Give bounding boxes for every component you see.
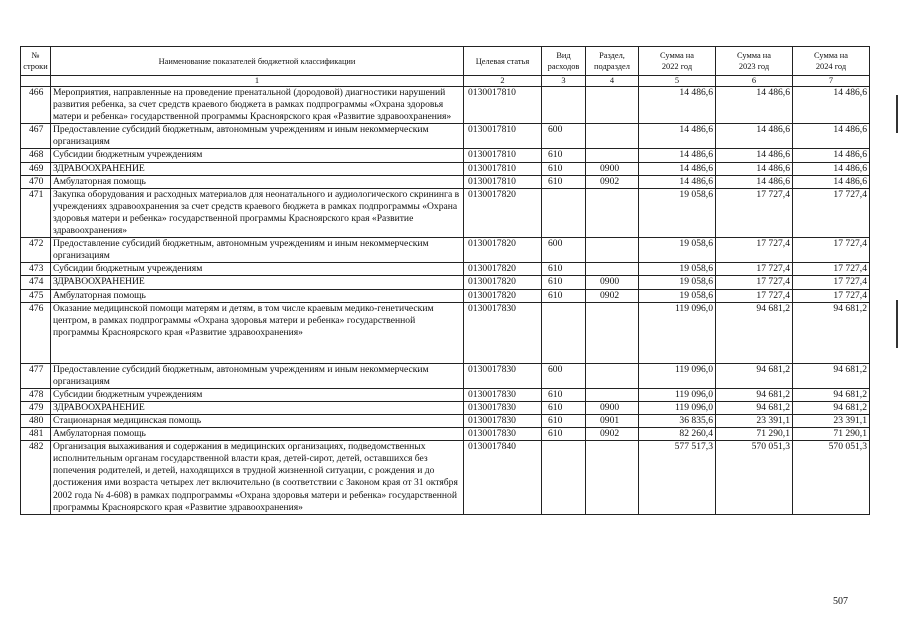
sum-2022: 577 517,3 <box>639 441 716 515</box>
table-row <box>21 302 870 363</box>
indicator-name: Субсидии бюджетным учреждениям <box>51 149 464 162</box>
indicator-name: Мероприятия, направленные на проведение пренатальной (дородовой) диагностики нарушений развития ребенка, за счет средств краевого бюджета в рамках подпрограммы «Охрана здоровья матери и ребенка» государственной программы Красноярского края «Развитие здравоохранения» <box>51 87 464 124</box>
target-article: 0130017820 <box>464 289 542 302</box>
target-article: 0130017820 <box>464 263 542 276</box>
column-numbers-row <box>21 76 870 87</box>
expense-type: 610 <box>542 401 586 414</box>
target-article: 0130017820 <box>464 188 542 237</box>
indicator-name: Организация выхаживания и содержания в медицинских организациях, подведомственных исполнительным органам государственной власти края, детей-сирот, детей, оставшихся без попечения родителей, и детей, находящихся в трудной жизненной ситуации, с рождения и до достижения ими возраста четырех лет включительно (в соответствии с Законом края от 31 октября 2002 года № 4-608) в рамках подпрограммы «Охрана здоровья матери и ребенка» государственной программы Красноярского края «Развитие здравоохранения» <box>51 441 464 515</box>
section-code <box>586 238 639 263</box>
sum-2023: 14 486,6 <box>716 149 793 162</box>
target-article: 0130017830 <box>464 363 542 388</box>
budget-table <box>20 46 870 515</box>
sum-2022: 36 835,6 <box>639 414 716 427</box>
table-row <box>21 263 870 276</box>
target-article: 0130017810 <box>464 162 542 175</box>
indicator-name: Амбулаторная помощь <box>51 428 464 441</box>
section-code <box>586 388 639 401</box>
column-number: 1 <box>51 76 464 87</box>
table-row <box>21 124 870 149</box>
sum-2022: 19 058,6 <box>639 289 716 302</box>
expense-type: 610 <box>542 428 586 441</box>
section-code: 0901 <box>586 414 639 427</box>
table-row <box>21 363 870 388</box>
table-row <box>21 188 870 237</box>
expense-type <box>542 302 586 363</box>
row-number: 474 <box>21 276 51 289</box>
expense-type: 610 <box>542 414 586 427</box>
expense-type: 600 <box>542 238 586 263</box>
section-code <box>586 87 639 124</box>
sum-2023: 14 486,6 <box>716 87 793 124</box>
sum-2023: 17 727,4 <box>716 276 793 289</box>
section-code: 0902 <box>586 428 639 441</box>
sum-2024: 71 290,1 <box>793 428 870 441</box>
sum-2023: 14 486,6 <box>716 162 793 175</box>
target-article: 0130017820 <box>464 238 542 263</box>
section-code <box>586 302 639 363</box>
target-article: 0130017810 <box>464 124 542 149</box>
section-code <box>586 124 639 149</box>
sum-2022: 119 096,0 <box>639 302 716 363</box>
table-row <box>21 289 870 302</box>
table-row <box>21 401 870 414</box>
sum-2023: 570 051,3 <box>716 441 793 515</box>
indicator-name: Предоставление субсидий бюджетным, автономным учреждениям и иным некоммерческим организациям <box>51 124 464 149</box>
page-number: 507 <box>833 596 848 607</box>
sum-2023: 94 681,2 <box>716 302 793 363</box>
row-number: 476 <box>21 302 51 363</box>
row-number: 481 <box>21 428 51 441</box>
section-code <box>586 149 639 162</box>
expense-type: 600 <box>542 124 586 149</box>
sum-2024: 17 727,4 <box>793 289 870 302</box>
sum-2024: 94 681,2 <box>793 302 870 363</box>
sum-2023: 94 681,2 <box>716 401 793 414</box>
scan-edge-mark <box>896 300 898 348</box>
section-code <box>586 363 639 388</box>
indicator-name: Стационарная медицинская помощь <box>51 414 464 427</box>
column-number: 5 <box>639 76 716 87</box>
sum-2022: 14 486,6 <box>639 149 716 162</box>
sum-2023: 71 290,1 <box>716 428 793 441</box>
section-code: 0902 <box>586 289 639 302</box>
header-sum-2022: Сумма на 2022 год <box>639 47 716 76</box>
indicator-name: Амбулаторная помощь <box>51 175 464 188</box>
table-header <box>21 47 870 87</box>
sum-2024: 94 681,2 <box>793 363 870 388</box>
indicator-name: Предоставление субсидий бюджетным, автономным учреждениям и иным некоммерческим организациям <box>51 238 464 263</box>
sum-2024: 14 486,6 <box>793 87 870 124</box>
table-row <box>21 162 870 175</box>
sum-2023: 17 727,4 <box>716 263 793 276</box>
expense-type: 610 <box>542 175 586 188</box>
sum-2024: 14 486,6 <box>793 149 870 162</box>
section-code: 0900 <box>586 162 639 175</box>
sum-2022: 119 096,0 <box>639 401 716 414</box>
expense-type: 610 <box>542 149 586 162</box>
table-row <box>21 87 870 124</box>
expense-type: 600 <box>542 363 586 388</box>
sum-2023: 23 391,1 <box>716 414 793 427</box>
target-article: 0130017820 <box>464 276 542 289</box>
expense-type: 610 <box>542 263 586 276</box>
expense-type <box>542 188 586 237</box>
sum-2024: 17 727,4 <box>793 188 870 237</box>
row-number: 475 <box>21 289 51 302</box>
sum-2023: 17 727,4 <box>716 238 793 263</box>
row-number: 467 <box>21 124 51 149</box>
row-number: 470 <box>21 175 51 188</box>
table-row <box>21 276 870 289</box>
expense-type: 610 <box>542 388 586 401</box>
sum-2022: 82 260,4 <box>639 428 716 441</box>
header-target-article: Целевая статья <box>464 47 542 76</box>
table-row <box>21 428 870 441</box>
target-article: 0130017810 <box>464 149 542 162</box>
target-article: 0130017830 <box>464 414 542 427</box>
sum-2024: 14 486,6 <box>793 124 870 149</box>
row-number: 478 <box>21 388 51 401</box>
sum-2023: 14 486,6 <box>716 124 793 149</box>
column-number: 3 <box>542 76 586 87</box>
column-number: 2 <box>464 76 542 87</box>
row-number: 466 <box>21 87 51 124</box>
section-code <box>586 188 639 237</box>
header-sum-2023: Сумма на 2023 год <box>716 47 793 76</box>
row-number: 477 <box>21 363 51 388</box>
table-row <box>21 414 870 427</box>
sum-2022: 14 486,6 <box>639 124 716 149</box>
target-article: 0130017830 <box>464 302 542 363</box>
sum-2022: 14 486,6 <box>639 162 716 175</box>
sum-2022: 119 096,0 <box>639 363 716 388</box>
target-article: 0130017810 <box>464 175 542 188</box>
indicator-name: Субсидии бюджетным учреждениям <box>51 263 464 276</box>
sum-2023: 17 727,4 <box>716 289 793 302</box>
section-code <box>586 263 639 276</box>
sum-2022: 19 058,6 <box>639 238 716 263</box>
header-section: Раздел, подраздел <box>586 47 639 76</box>
sum-2022: 119 096,0 <box>639 388 716 401</box>
expense-type <box>542 87 586 124</box>
expense-type <box>542 441 586 515</box>
sum-2022: 19 058,6 <box>639 263 716 276</box>
header-row-number: № строки <box>21 47 51 76</box>
indicator-name: ЗДРАВООХРАНЕНИЕ <box>51 401 464 414</box>
section-code: 0902 <box>586 175 639 188</box>
table-row <box>21 441 870 515</box>
sum-2022: 19 058,6 <box>639 188 716 237</box>
column-number <box>21 76 51 87</box>
indicator-name: Закупка оборудования и расходных материалов для неонатального и аудиологического скрининга в учреждениях здравоохранения за счет средств краевого бюджета в рамках подпрограммы «Охрана здоровья матери и ребенка» государственной программы Красноярского края «Развитие здравоохранения» <box>51 188 464 237</box>
expense-type: 610 <box>542 289 586 302</box>
column-number: 6 <box>716 76 793 87</box>
indicator-name: ЗДРАВООХРАНЕНИЕ <box>51 162 464 175</box>
table-body <box>21 87 870 515</box>
row-number: 468 <box>21 149 51 162</box>
table-row <box>21 388 870 401</box>
header-indicator-name: Наименование показателей бюджетной классификации <box>51 47 464 76</box>
scan-edge-mark <box>896 95 898 133</box>
sum-2024: 94 681,2 <box>793 401 870 414</box>
sum-2023: 94 681,2 <box>716 388 793 401</box>
sum-2024: 17 727,4 <box>793 263 870 276</box>
sum-2024: 14 486,6 <box>793 162 870 175</box>
target-article: 0130017830 <box>464 428 542 441</box>
row-number: 471 <box>21 188 51 237</box>
sum-2022: 19 058,6 <box>639 276 716 289</box>
table-row <box>21 238 870 263</box>
indicator-name: ЗДРАВООХРАНЕНИЕ <box>51 276 464 289</box>
table-row <box>21 175 870 188</box>
section-code <box>586 441 639 515</box>
column-number: 4 <box>586 76 639 87</box>
target-article: 0130017830 <box>464 388 542 401</box>
section-code: 0900 <box>586 401 639 414</box>
sum-2022: 14 486,6 <box>639 87 716 124</box>
indicator-name: Субсидии бюджетным учреждениям <box>51 388 464 401</box>
row-number: 473 <box>21 263 51 276</box>
sum-2023: 17 727,4 <box>716 188 793 237</box>
section-code: 0900 <box>586 276 639 289</box>
indicator-name: Амбулаторная помощь <box>51 289 464 302</box>
sum-2024: 570 051,3 <box>793 441 870 515</box>
sum-2024: 94 681,2 <box>793 388 870 401</box>
target-article: 0130017810 <box>464 87 542 124</box>
header-expense-type: Вид расходов <box>542 47 586 76</box>
row-number: 472 <box>21 238 51 263</box>
sum-2023: 94 681,2 <box>716 363 793 388</box>
indicator-name: Предоставление субсидий бюджетным, автономным учреждениям и иным некоммерческим организациям <box>51 363 464 388</box>
sum-2024: 23 391,1 <box>793 414 870 427</box>
target-article: 0130017840 <box>464 441 542 515</box>
indicator-name: Оказание медицинской помощи матерям и детям, в том числе краевым медико-генетическим центром, в рамках подпрограммы «Охрана здоровья матери и ребенка» государственной программы Красноярского края «Развитие здравоохранения» <box>51 302 464 363</box>
row-number: 469 <box>21 162 51 175</box>
table-row <box>21 149 870 162</box>
header-sum-2024: Сумма на 2024 год <box>793 47 870 76</box>
row-number: 482 <box>21 441 51 515</box>
column-number: 7 <box>793 76 870 87</box>
row-number: 479 <box>21 401 51 414</box>
sum-2023: 14 486,6 <box>716 175 793 188</box>
expense-type: 610 <box>542 276 586 289</box>
sum-2024: 14 486,6 <box>793 175 870 188</box>
expense-type: 610 <box>542 162 586 175</box>
sum-2024: 17 727,4 <box>793 276 870 289</box>
row-number: 480 <box>21 414 51 427</box>
target-article: 0130017830 <box>464 401 542 414</box>
sum-2024: 17 727,4 <box>793 238 870 263</box>
sum-2022: 14 486,6 <box>639 175 716 188</box>
